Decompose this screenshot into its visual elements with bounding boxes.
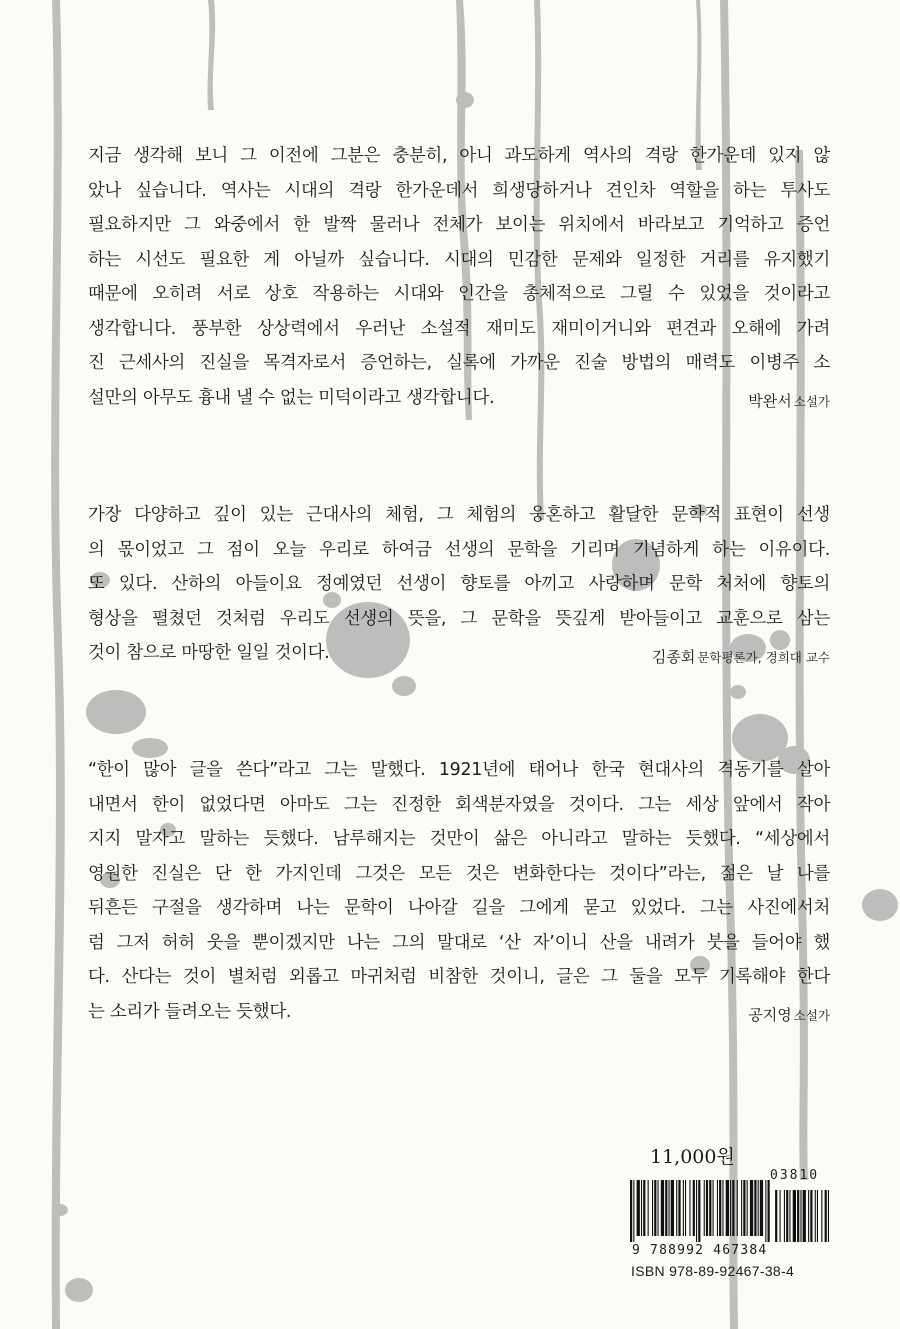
barcode-bar [784, 1190, 785, 1242]
barcode-bar [803, 1190, 806, 1242]
barcode-bar [828, 1190, 829, 1242]
barcode-bar [775, 1190, 777, 1242]
barcode-bar [652, 1180, 653, 1236]
barcode-bar [709, 1180, 711, 1236]
author-role: 소설가 [793, 1008, 830, 1023]
quote-park-wanseo [88, 139, 830, 415]
text-line: 진 근세사의 진실을 목격자로서 증언하는, 실록에 가까운 진술 방법의 매력도 이병주 소 [88, 353, 830, 373]
text-line: 생각합니다. 풍부한 상상력에서 우러난 소설적 재미도 재미이거니와 편견과 오해에 가려 [88, 318, 830, 339]
text-line: 내면서 한이 없었다면 아마도 그는 진정한 회색분자였을 것이다. 그는 세상 앞에서 작아 [88, 794, 830, 815]
barcode-bar [696, 1180, 697, 1242]
barcode-bar [654, 1180, 656, 1236]
barcode-bar [704, 1180, 705, 1236]
barcode-bar [797, 1190, 799, 1242]
barcode-bar [722, 1180, 723, 1236]
quote-attribution [748, 390, 830, 411]
text-line: 형상을 펼쳤던 것처럼 우리도 선생의 뜻을, 그 문학을 뜻깊게 받아들이고 교훈으로 삼는 [88, 608, 830, 629]
barcode-bar [678, 1180, 680, 1236]
barcode-bar [689, 1180, 690, 1236]
barcode-digits: 9 788992 467384 [632, 1243, 768, 1258]
quote-attribution [652, 646, 830, 667]
barcode-bar [630, 1180, 632, 1242]
barcode-bar [786, 1190, 788, 1242]
barcode-addon-digits: 03810 [770, 1168, 820, 1183]
barcode-bar [747, 1180, 748, 1236]
isbn-number: ISBN 978-89-92467-38-4 [631, 1263, 795, 1279]
author-role: 소설가 [793, 394, 830, 409]
barcode-bar [676, 1180, 677, 1236]
barcode-bar [717, 1180, 718, 1236]
quote-text [88, 139, 830, 415]
barcode-bar [683, 1180, 684, 1236]
text-line: 뒤흔든 구절을 생각하며 나는 문학이 나아갈 길을 그에게 묻고 있었다. 그는 사진에서처 [88, 898, 830, 918]
barcode-bar [665, 1180, 667, 1236]
barcode-bar [737, 1180, 738, 1236]
quote-text [88, 753, 830, 1029]
barcode-bar [726, 1180, 729, 1236]
barcode-bar [800, 1190, 801, 1242]
price-label: 11,000원 [650, 1146, 735, 1168]
author-name: 박완서 [748, 392, 792, 410]
barcode-bar [825, 1190, 827, 1242]
barcode-bar [730, 1180, 731, 1236]
barcode-bar [658, 1180, 659, 1236]
text-line: 지금 생각해 보니 그 이전에 그분은 충분히, 아니 과도하게 역사의 격랑 한가운데 있지 않 [88, 146, 830, 166]
barcode-bar [817, 1190, 818, 1242]
text-line: 때문에 오히려 서로 상호 작용하는 시대와 인간을 총체적으로 그릴 수 있었을 것이라고 [88, 284, 830, 304]
barcode-bar [743, 1180, 745, 1236]
text-line: 가장 다양하고 깊이 있는 근대사의 체험, 그 체험의 웅혼하고 활달한 문학적 표현이 선생 [88, 505, 830, 525]
quote-gong-jiyoung [88, 753, 830, 1029]
barcode-bar [741, 1180, 742, 1236]
text-line: 설만의 아무도 흉내 낼 수 없는 미덕이라고 생각합니다. [88, 387, 495, 408]
barcode-bar [648, 1180, 649, 1236]
barcode-bar [698, 1180, 700, 1242]
barcode-bar [810, 1190, 812, 1242]
text-line: 럼 그저 허허 웃을 뿐이겠지만 나는 그의 말대로 ‘산 자’이니 산을 내려가 붓을 들어야 했 [88, 932, 830, 953]
text-line: 았나 싶습니다. 역사는 시대의 격랑 한가운데서 희생당하거나 견인차 역할을 하는 투사도 [88, 180, 830, 201]
author-name: 김종회 [651, 647, 696, 666]
text-line: 지지 말자고 말하는 듯했다. 남루해지는 것만이 삶은 아니라고 말하는 듯했다. “세상에서 [88, 829, 830, 849]
text-line: “한이 많아 글을 쓴다”라고 그는 말했다. 1921년에 태어나 한국 현대사의 격동기를 살아 [88, 760, 830, 780]
barcode-bar [719, 1180, 721, 1236]
author-role: 문학평론가, 경희대 교수 [697, 649, 830, 665]
barcode-bar [669, 1180, 670, 1236]
barcode-bar [780, 1190, 781, 1242]
barcode-bar [685, 1180, 686, 1236]
barcode-bar [789, 1190, 790, 1242]
text-line: 의 몫이었고 그 점이 오늘 우리로 하여금 선생의 문학을 기리며 기념하게 하는 이유이다. [88, 539, 830, 560]
barcode-bar [760, 1180, 763, 1236]
quote-kim-jonghoe [88, 498, 830, 671]
barcode-bar [706, 1180, 708, 1236]
barcode-bar [693, 1180, 695, 1236]
barcode-bar [815, 1190, 816, 1242]
barcode-bar [768, 1180, 770, 1242]
text-line: 다. 산다는 것이 별처럼 외롭고 마귀처럼 비참한 것이니, 글은 그 둘을 모두 기록해야 한다 [88, 967, 830, 987]
barcode-bar [661, 1180, 664, 1236]
text-line: 하는 시선도 필요한 게 아닐까 싶습니다. 시대의 민감한 문제와 일정한 거리를 유지했기 [88, 249, 830, 270]
barcode-bar [758, 1180, 759, 1236]
barcode-bars [628, 1180, 833, 1244]
quote-attribution [748, 1004, 830, 1025]
barcode-bar [637, 1180, 640, 1236]
author-name: 공지영 [748, 1006, 792, 1024]
barcode-bar [793, 1190, 796, 1242]
barcode-bar [643, 1180, 645, 1236]
barcode-bar [808, 1190, 809, 1242]
barcode-bar [671, 1180, 674, 1236]
barcode-bar [732, 1180, 734, 1236]
barcode-bar [765, 1180, 766, 1242]
barcode-bar [750, 1180, 753, 1236]
barcode-bar [633, 1180, 634, 1242]
text-line: 는 소리가 들려오는 듯했다. [88, 1001, 292, 1022]
text-line: 필요하지만 그 와중에서 한 발짝 물러나 전체가 보이는 위치에서 바라보고 기억하고 증언 [88, 215, 830, 235]
barcode-bar [754, 1180, 756, 1236]
text-line: 영원한 진실은 단 한 가지인데 그것은 모든 것은 변화한다는 것이다”라는, 젊은 날 나를 [88, 863, 830, 884]
barcode-bar [641, 1180, 642, 1236]
barcode-bar [713, 1180, 714, 1236]
text-line: 또 있다. 산하의 아들이요 정예였던 선생이 향토를 아끼고 사랑하며 문학 처처에 향토의 [88, 574, 830, 594]
barcode-bar [821, 1190, 822, 1242]
text-line: 것이 참으로 마땅한 일일 것이다. [88, 643, 330, 663]
